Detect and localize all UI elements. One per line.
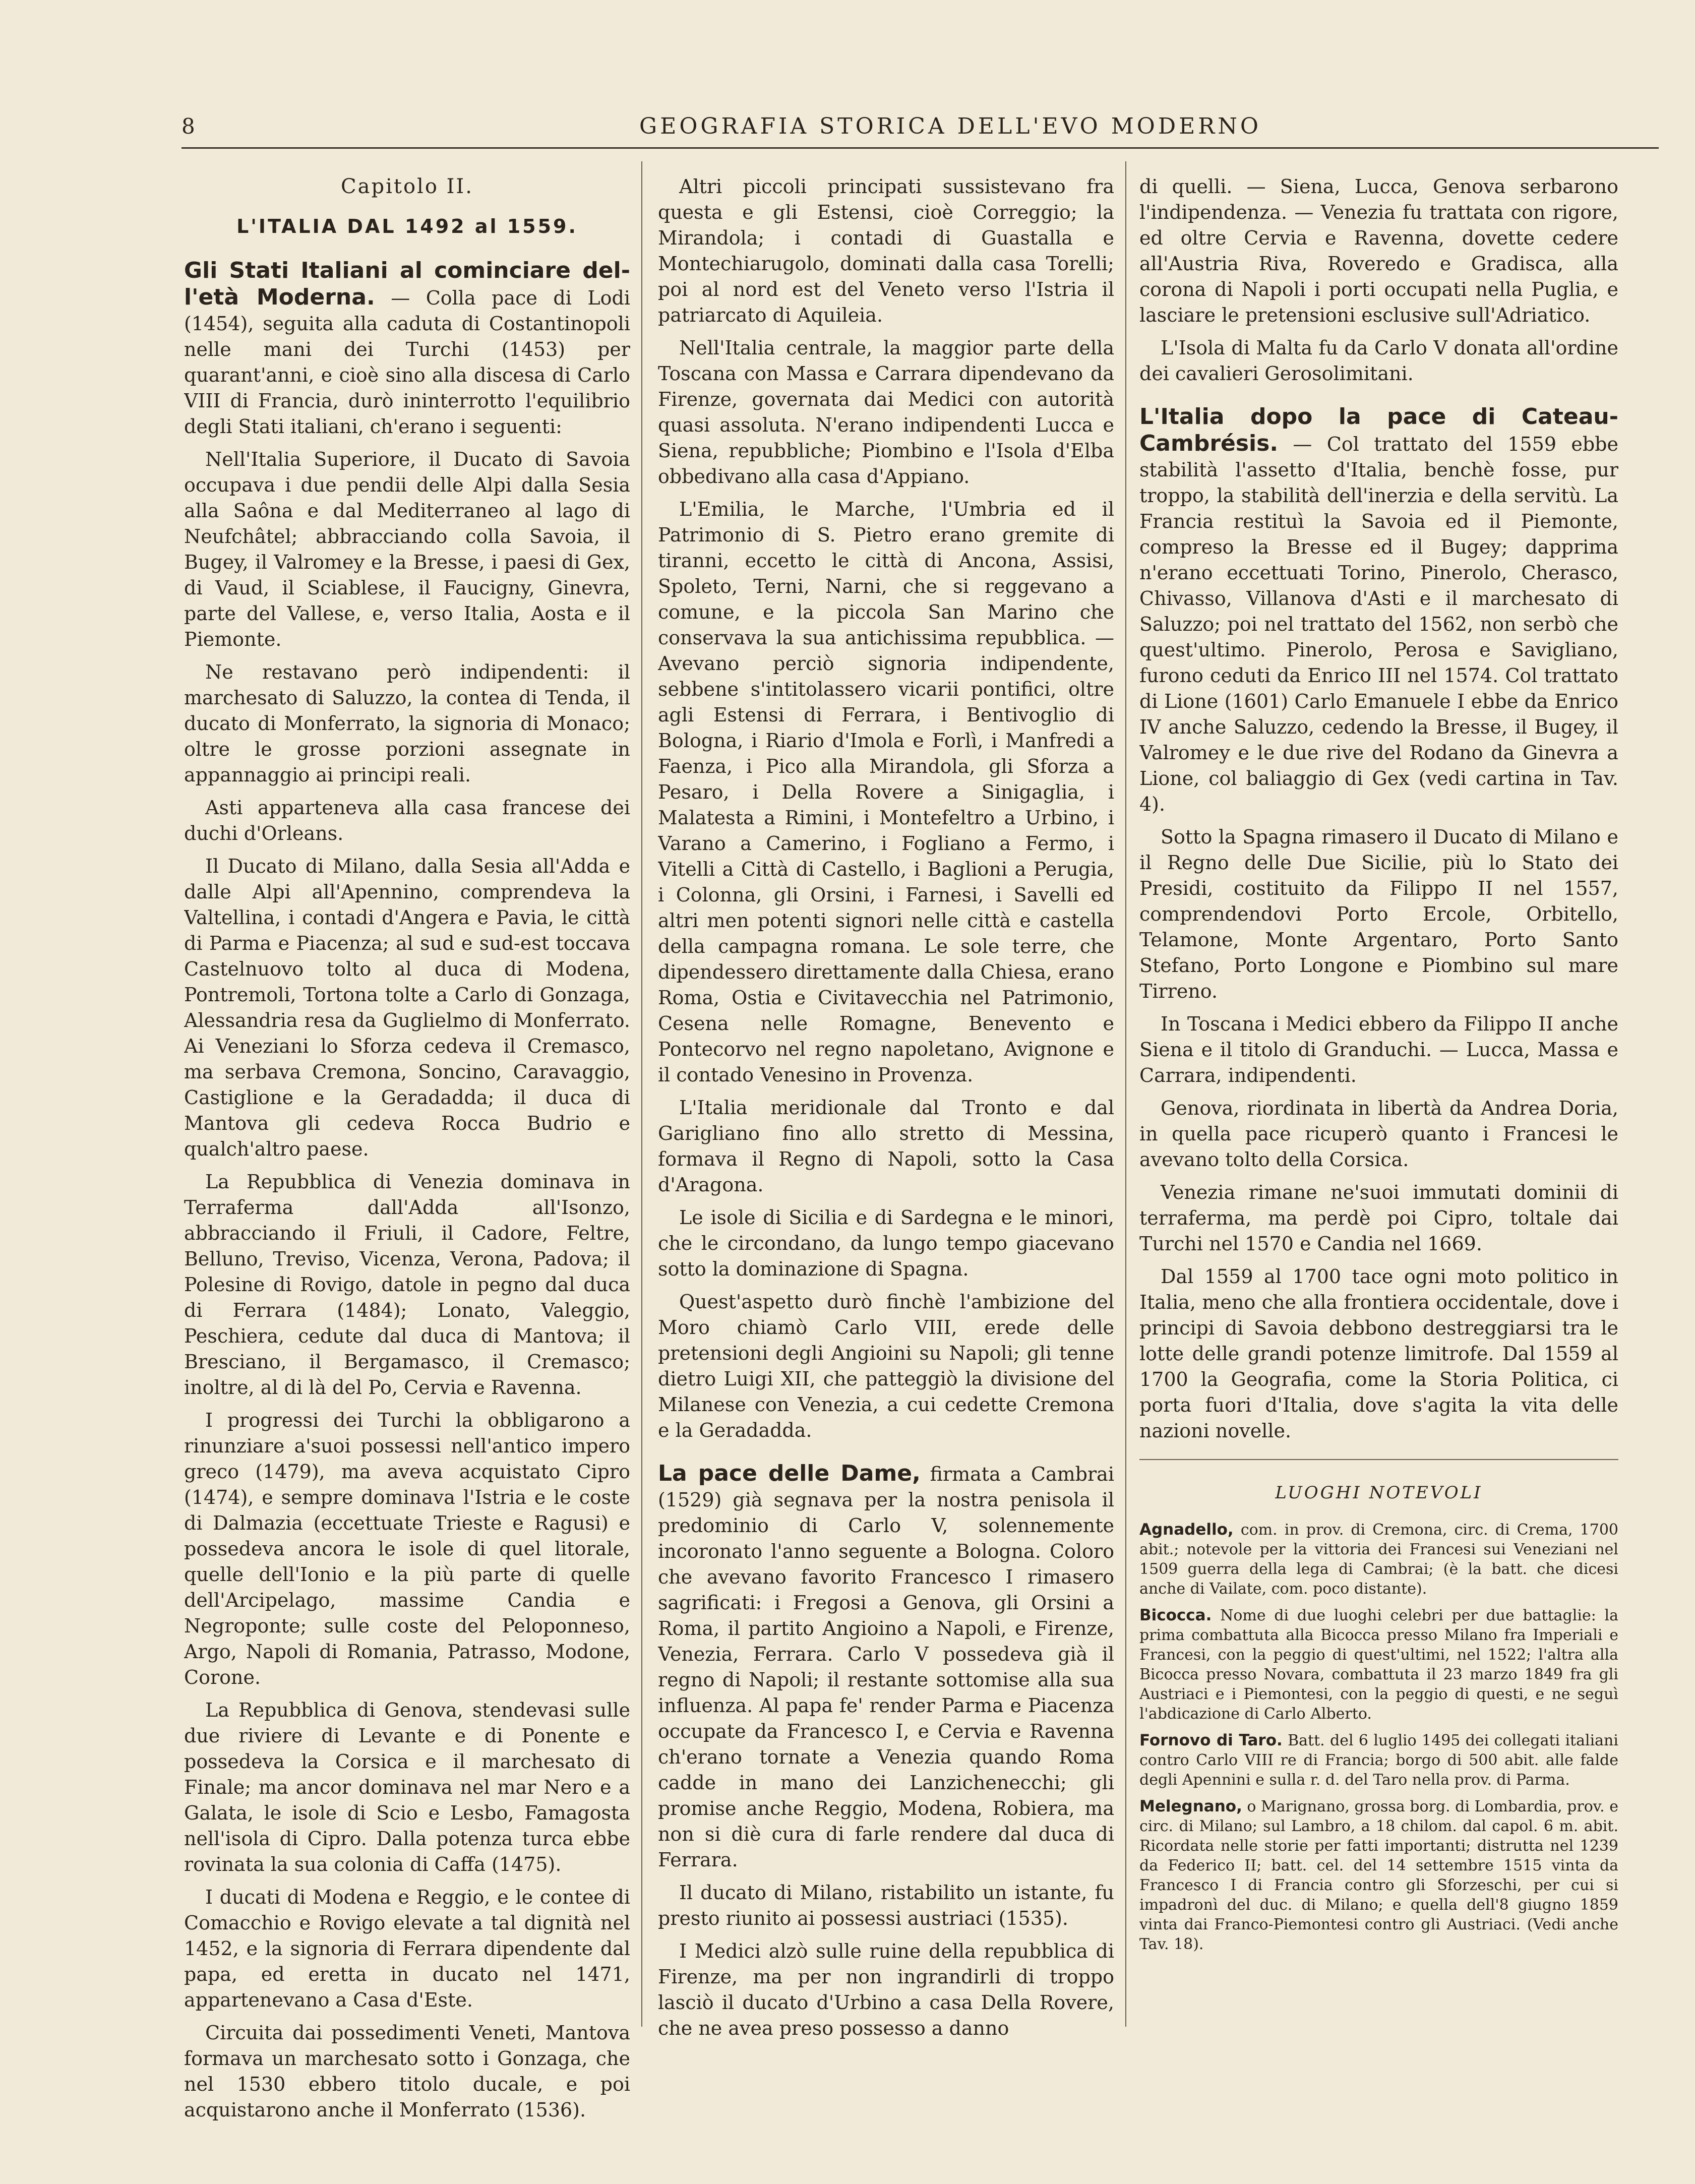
- chapter-title: L'ITALIA DAL 1492 al 1559.: [236, 215, 578, 237]
- paragraph: La Repubblica di Venezia dominava in Terraferma dall'Adda all'Isonzo, abbracciando il Friuli, il Cadore, Feltre, Belluno, Treviso, Vicenza, Verona, Padova; il Polesine di Rovigo, datole in pegno dal duca di Ferrara (1484); Lonato, Valeggio, Peschiera, cedute dal duca di Mantova; il Bresciano, il Bergamasco, il Cremasco; inoltre, al di là del Po, Cervia e Ravenna.: [184, 1171, 630, 1399]
- paragraph-text: firmata a Cambrai (1529) già segnava per la nostra penisola il predominio di Carlo V, solennemente incoronato l'anno seguente a Bologna. Coloro che avevano favorito Francesco I rimasero sagrificati: i Fregosi a Genova, gli Orsini a Roma, il partito Angioino a Napoli, e Firenze, Venezia, Ferrara. Carlo V possedeva già il regno di Napoli; il restante sottomise alla sua influenza. Al papa fe' render Parma e Piacenza occupate da Francesco I, e Cervia e Ravenna ch'erano tornate a Venezia quando Roma cadde in mano dei Lanzichenecchi; gli promise anche Reggio, Modena, Robiera, ma non si diè cura di farle rendere dal duca di Ferrara.: [658, 1463, 1114, 1871]
- paragraph: L'Italia meridionale dal Tronto e dal Garigliano fino allo stretto di Messina, formava il Regno di Napoli, sotto la Casa d'Aragona.: [658, 1097, 1114, 1196]
- paragraph: [184, 258, 630, 440]
- paragraph: L'Emilia, le Marche, l'Umbria ed il Patrimonio di S. Pietro erano gremite di tiranni, eccetto le città di Ancona, Assisi, Spoleto, Terni, Narni, che si reggevano a comune, e la piccola San Marino che conservava la sua antichissima repubblica. — Avevano perciò signoria indipendente, sebbene s'intitolassero vicarii pontifici, oltre agli Estensi di Ferrara, i Bentivoglio di Bologna, i Riario d'Imola e Forlì, i Manfredi a Faenza, i Pico alla Mirandola, gli Sforza a Pesaro, i Della Rovere a Sinigaglia, i Malatesta a Rimini, i Montefeltro a Urbino, i Varano a Camerino, i Fogliano a Fermo, i Vitelli a Città di Castello, i Baglioni a Perugia, i Colonna, gli Orsini, i Farnesi, i Savelli ed altri men potenti signori nelle città e castella della campagna romana. Le sole terre, che dipendessero direttamente dalla Chiesa, erano Roma, Ostia e Civitavecchia nel Patrimonio, Cesena nelle Romagne, Benevento e Pontecorvo nel regno napoletano, Avignone e il contado Venesino in Provenza.: [658, 498, 1114, 1086]
- paragraph: [1139, 404, 1618, 817]
- gazetteer-entry: [1139, 1606, 1618, 1724]
- paragraph: Quest'aspetto durò finchè l'ambizione del Moro chiamò Carlo VIII, erede delle pretensioni degli Angioini su Napoli; gli tenne dietro Luigi XII, che patteggiò la divisione del Milanese con Venezia, a cui cedette Cremona e la Geradadda.: [658, 1291, 1114, 1441]
- paragraph: I ducati di Modena e Reggio, e le contee di Comacchio e Rovigo elevate a tal dignità nel 1452, e la signoria di Ferrara dipendente dal papa, ed eretta in ducato nel 1471, appartenevano a Casa d'Este.: [184, 1886, 630, 2011]
- entry-name: Fornovo di Taro.: [1139, 1731, 1283, 1749]
- entry-text: Nome di due luoghi celebri per due battaglie: la prima combattuta alla Bicocca presso Milano fra Imperiali e Francesi, con la peggio di quest'ultimi, nel 1522; l'altra alla Bicocca presso Novara, combattuta il 23 marzo 1849 fra gli Austriaci e i Piemontesi, con la peggio di questi, e ne seguì l'abdicazione di Carlo Alberto.: [1139, 1607, 1618, 1723]
- entry-text: com. in prov. di Cremona, circ. di Crema, 1700 abit.; notevole per la vittoria dei Francesi sui Veneziani nel 1509 guerra della lega di Cambrai; (è la batt. che dicesi anche di Vailate, com. poco distante).: [1139, 1521, 1618, 1598]
- paragraph: [658, 1461, 1114, 1873]
- paragraph-text: — Col trattato del 1559 ebbe stabilità l'assetto d'Italia, benchè fosse, pur troppo, la stabilità dell'inerzia e della servitù. La Francia restituì la Savoia ed il Piemonte, compreso la Bresse ed il Bugey; dapprima n'erano eccettuati Torino, Pinerolo, Cherasco, Chivasso, Villanova d'Asti e il marchesato di Saluzzo; poi nel trattato del 1562, non serbò che quest'ultimo. Pinerolo, Perosa e Savigliano, furono ceduti da Enrico III nel 1574. Col trattato di Lione (1601) Carlo Emanuele I ebbe da Enrico IV anche Saluzzo, cedendo la Bresse, il Bugey, il Valromey e le due rive del Rodano da Ginevra a Lione, col baliaggio di Gex (vedi cartina in Tav. 4).: [1139, 433, 1618, 815]
- paragraph: La Repubblica di Genova, stendevasi sulle due riviere di Levante e di Ponente e possedeva la Corsica e il marchesato di Finale; ma ancor dominava nel mar Nero e a Galata, le isole di Scio e Lesbo, Famagosta nell'isola di Cipro. Dalla potenza turca ebbe rovinata la sua colonia di Caffa (1475).: [184, 1699, 630, 1875]
- luoghi-notevoli-title: LUOGHI NOTEVOLI: [1275, 1483, 1483, 1503]
- column-1: [184, 174, 630, 2140]
- paragraph: I progressi dei Turchi la obbligarono a rinunziare a'suoi possessi nell'antico impero greco (1479), ma aveva acquistato Cipro (1474), e sempre dominava l'Istria e le coste di Dalmazia (eccettuate Trieste e Ragusi) e possedeva ancora le isole di quel litorale, quelle dell'Ionio e la più parte di quelle dell'Arcipelago, massime Candia e Negroponte; sulle coste del Peloponneso, Argo, Napoli di Romania, Patrasso, Modone, Corone.: [184, 1409, 630, 1688]
- paragraph: Altri piccoli principati sussistevano fra questa e gli Estensi, cioè Correggio; la Mirandola; i contadi di Guastalla e Montechiarugolo, dominati dalla casa Torelli; poi al nord est del Veneto verso l'Istria il patriarcato di Aquileia.: [658, 175, 1114, 326]
- section-rule: [1139, 1459, 1618, 1460]
- paragraph: Nell'Italia centrale, la maggior parte della Toscana con Massa e Carrara dipendevano da Firenze, governata dai Medici con autorità quasi assoluta. N'erano indipendenti Lucca e Siena, repubbliche; Piombino e l'Isola d'Elba obbedivano alla casa d'Appiano.: [658, 337, 1114, 488]
- entry-name: Agnadello,: [1139, 1521, 1234, 1539]
- paragraph: Le isole di Sicilia e di Sardegna e le minori, che le circondano, da lungo tempo giacevano sotto la dominazione di Spagna.: [658, 1206, 1114, 1280]
- page-number: 8: [181, 113, 195, 139]
- section-heading: Gli Stati Italiani al cominciare del-l'età Moderna.: [184, 258, 630, 310]
- column-2: [658, 174, 1114, 2140]
- column-divider: [641, 161, 642, 2027]
- paragraph: In Toscana i Medici ebbero da Filippo II anche Siena e il titolo di Granduchi. — Lucca, Massa e Carrara, indipendenti.: [1139, 1013, 1618, 1086]
- paragraph: Il Ducato di Milano, dalla Sesia all'Adda e dalle Alpi all'Apennino, comprendeva la Valtellina, i contadi d'Angera e Pavia, le città di Parma e Piacenza; al sud e sud-est toccava Castelnuovo tolto al duca di Modena, Pontremoli, Tortona tolte a Carlo di Gonzaga, Alessandria resa da Guglielmo di Monferrato. Ai Veneziani lo Sforza cedeva il Cremasco, ma serbava Cremona, Soncino, Caravaggio, Castiglione e la Geradadda; il duca di Mantova gli cedeva Rocca Budrio e qualch'altro paese.: [184, 855, 630, 1160]
- section-heading: L'Italia dopo la pace di Cateau-Cambrésis.: [1139, 404, 1618, 456]
- running-header: [181, 108, 1659, 144]
- section-heading: La pace delle Dame,: [658, 1461, 921, 1486]
- paragraph: Asti apparteneva alla casa francese dei duchi d'Orleans.: [184, 797, 630, 844]
- gazetteer-entry: [1139, 1520, 1618, 1599]
- running-title: GEOGRAFIA STORICA DELL'EVO MODERNO: [639, 113, 1261, 139]
- paragraph: Sotto la Spagna rimasero il Ducato di Milano e il Regno delle Due Sicilie, più lo Stato dei Presidi, costituito da Filippo II nel 1557, comprendendovi Porto Ercole, Orbitello, Telamone, Monte Argentaro, Porto Santo Stefano, Porto Longone e Piombino sul mare Tirreno.: [1139, 826, 1618, 1002]
- paragraph: Genova, riordinata in libertà da Andrea Doria, in quella pace ricuperò quanto i Francesi le avevano tolto della Corsica.: [1139, 1097, 1618, 1171]
- paragraph: Venezia rimane ne'suoi immutati dominii di terraferma, ma perdè poi Cipro, toltale dai Turchi nel 1570 e Candia nel 1669.: [1139, 1181, 1618, 1255]
- gazetteer-entry: [1139, 1797, 1618, 1954]
- entry-name: Bicocca.: [1139, 1606, 1212, 1624]
- entry-text: Batt. del 6 luglio 1495 dei collegati italiani contro Carlo VIII re di Francia; borgo di 500 abit. alle falde degli Apennini e sulla r. d. del Taro nella prov. di Parma.: [1139, 1732, 1618, 1789]
- paragraph: L'Isola di Malta fu da Carlo V donata all'ordine dei cavalieri Gerosolimitani.: [1139, 337, 1618, 385]
- paragraph: Nell'Italia Superiore, il Ducato di Savoia occupava i due pendii delle Alpi dalla Sesia alla Saôna e dal Mediterraneo al lago di Neufchâtel; abbracciando colla Savoia, il Bugey, il Valromey e la Bresse, i paesi di Gex, di Vaud, il Sciablese, il Faucigny, Ginevra, parte del Vallese, e, verso Italia, Aosta e il Piemonte.: [184, 448, 630, 650]
- entry-text: o Marignano, grossa borg. di Lombardia, prov. e circ. di Milano; sul Lambro, a 18 chilom. dal capol. 6 m. abit. Ricordata nelle storie per fatti importanti; distrutta nel 1239 da Federico II; batt. cel. del 14 settembre 1515 vinta da Francesco I di Francia contro gli Sforzeschi, per cui si impadronì del duc. di Milano; e quella dell'8 giugno 1859 vinta dai Franco-Piemontesi contro gli Austriaci. (Vedi anche Tav. 18).: [1139, 1798, 1618, 1953]
- header-rule: [181, 147, 1659, 149]
- paragraph: Il ducato di Milano, ristabilito un istante, fu presto riunito ai possessi austriaci (1535).: [658, 1882, 1114, 1929]
- paragraph: di quelli. — Siena, Lucca, Genova serbarono l'indipendenza. — Venezia fu trattata con rigore, ed oltre Cervia e Ravenna, dovette cedere all'Austria Riva, Roveredo e Gradisca, alla corona di Napoli i porti occupati nella Puglia, e lasciare le pretensioni esclusive sull'Adriatico.: [1139, 175, 1618, 326]
- column-3: [1139, 174, 1618, 2140]
- paragraph: Circuita dai possedimenti Veneti, Mantova formava un marchesato sotto i Gonzaga, che nel 1530 ebbero titolo ducale, e poi acquistarono anche il Monferrato (1536).: [184, 2022, 630, 2121]
- entry-name: Melegnano,: [1139, 1797, 1242, 1815]
- chapter-label: Capitolo II.: [341, 175, 473, 198]
- paragraph-text: — Colla pace di Lodi (1454), seguita alla caduta di Costantinopoli nelle mani dei Turchi (1453) per quarant'anni, e cioè sino alla discesa di Carlo VIII di Francia, durò ininterrotto l'equilibrio degli Stati italiani, ch'erano i seguenti:: [184, 287, 630, 438]
- paragraph: I Medici alzò sulle ruine della repubblica di Firenze, ma per non ingrandirli di troppo lasciò il ducato d'Urbino a casa Della Rovere, che ne avea preso possesso a danno: [658, 1940, 1114, 2039]
- column-divider: [1125, 161, 1126, 2027]
- gazetteer-entry: [1139, 1731, 1618, 1790]
- paragraph: Dal 1559 al 1700 tace ogni moto politico in Italia, meno che alla frontiera occidentale, dove i principi di Savoia debbono destreggiarsi tra le lotte delle grandi potenze limitrofe. Dal 1559 al 1700 la Geografia, come la Storia Politica, ci porta fuori d'Italia, dove s'agita la vita delle nazioni novelle.: [1139, 1265, 1618, 1442]
- paragraph: Ne restavano però indipendenti: il marchesato di Saluzzo, la contea di Tenda, il ducato di Monferrato, la signoria di Monaco; oltre le grosse porzioni assegnate in appannaggio ai principi reali.: [184, 661, 630, 786]
